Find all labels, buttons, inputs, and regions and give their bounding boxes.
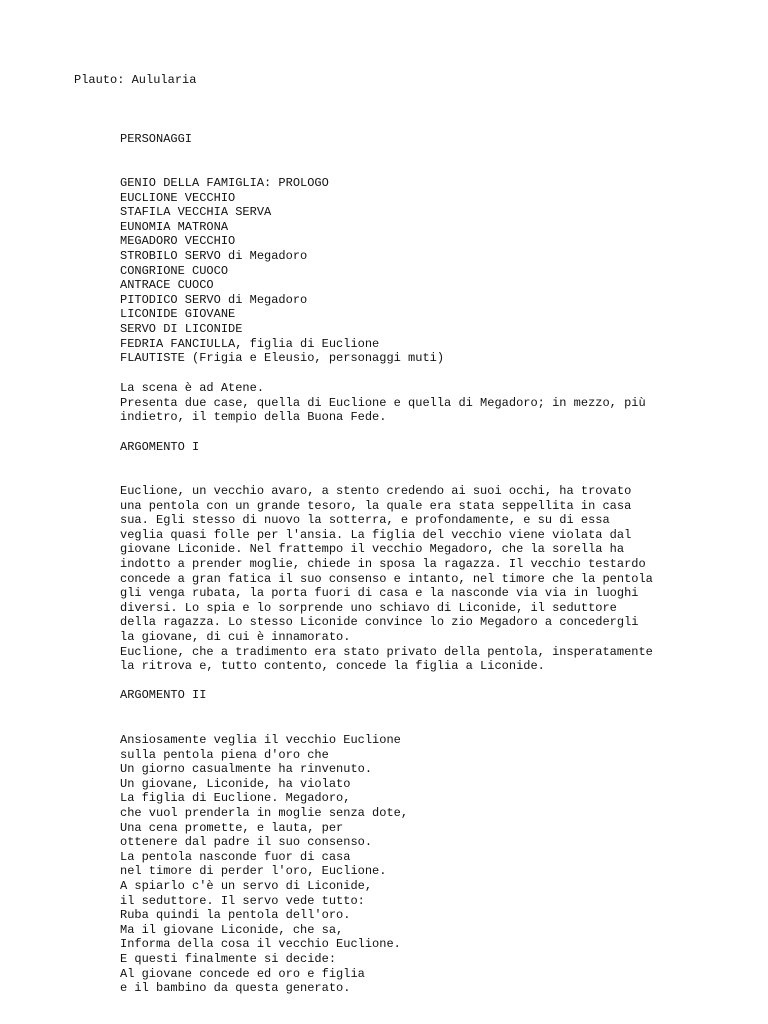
verse-line: A spiarlo c'è un servo di Liconide, bbox=[120, 879, 373, 893]
character-line: EUNOMIA MATRONA bbox=[120, 219, 229, 234]
character-line: PITODICO SERVO di Megadoro bbox=[120, 292, 308, 307]
character-line: SERVO DI LICONIDE bbox=[120, 322, 243, 336]
character-line: CONGRIONE CUOCO bbox=[120, 263, 229, 278]
character-line: GENIO DELLA FAMIGLIA: PROLOGO bbox=[120, 176, 329, 190]
argomento-1-line: la ritrova e, tutto contento, concede la figlia a Liconide. bbox=[120, 659, 545, 674]
verse-line: La figlia di Euclione. Megadoro, bbox=[120, 791, 351, 806]
verse-line: nel timore di perder l'oro, Euclione. bbox=[120, 864, 387, 879]
argomento-1-line: concede a gran fatica il suo consenso e intanto, nel timore che la pentola bbox=[120, 571, 653, 586]
character-line: FEDRIA FANCIULLA, figlia di Euclione bbox=[120, 336, 380, 351]
argomento-1-line: della ragazza. Lo stesso Liconide convince lo zio Megadoro a concedergli bbox=[120, 615, 639, 630]
verse-line: La pentola nasconde fuor di casa bbox=[120, 849, 351, 864]
argomento-2-heading: ARGOMENTO II bbox=[120, 688, 207, 702]
scene-line: indietro, il tempio della Buona Fede. bbox=[120, 410, 387, 425]
argomento-1-line: sua. Egli stesso di nuovo la sotterra, e profondamente, e su di essa bbox=[120, 513, 610, 528]
personaggi-heading: PERSONAGGI bbox=[120, 132, 193, 146]
character-line: LICONIDE GIOVANE bbox=[120, 307, 236, 322]
verse-line: che vuol prenderla in moglie senza dote, bbox=[120, 806, 409, 820]
verse-line: il seduttore. Il servo vede tutto: bbox=[120, 893, 365, 908]
verse-line: Informa della cosa il vecchio Euclione. bbox=[120, 937, 401, 952]
verse-line: Ma il giovane Liconide, che sa, bbox=[120, 922, 344, 937]
verse-line: ottenere dal padre il suo consenso. bbox=[120, 835, 373, 850]
verse-line: Al giovane concede ed oro e figlia bbox=[120, 966, 365, 981]
verse-line: Una cena promette, e lauta, per bbox=[120, 820, 344, 835]
argomento-1-line: una pentola con un grande tesoro, la quale era stata seppellita in casa bbox=[120, 498, 632, 513]
character-line: MEGADORO VECCHIO bbox=[120, 234, 236, 249]
verse-line: Un giovane, Liconide, ha violato bbox=[120, 776, 351, 791]
scene-line: Presenta due case, quella di Euclione e quella di Megadoro; in mezzo, più bbox=[120, 395, 646, 410]
argomento-1-line: Euclione, che a tradimento era stato privato della pentola, insperatamente bbox=[120, 644, 653, 659]
argomento-1-line: diversi. Lo spia e lo sorprende uno schiavo di Liconide, il seduttore bbox=[120, 600, 617, 615]
verse-line: sulla pentola piena d'oro che bbox=[120, 747, 329, 762]
argomento-1-line: Euclione, un vecchio avaro, a stento credendo ai suoi occhi, ha trovato bbox=[120, 484, 632, 498]
document-title: Plauto: Aulularia bbox=[74, 73, 197, 87]
verse-line: Un giorno casualmente ha rinvenuto. bbox=[120, 762, 373, 777]
argomento-1-heading: ARGOMENTO I bbox=[120, 440, 200, 454]
argomento-1-line: veglia quasi folle per l'ansia. La figlia del vecchio viene violata dal bbox=[120, 527, 632, 542]
character-line: FLAUTISTE (Frigia e Eleusio, personaggi muti) bbox=[120, 351, 445, 366]
argomento-1-line: la giovane, di cui è innamorato. bbox=[120, 630, 351, 644]
verse-line: E questi finalmente si decide: bbox=[120, 952, 337, 966]
character-line: STAFILA VECCHIA SERVA bbox=[120, 205, 272, 220]
verse-line: e il bambino da questa generato. bbox=[120, 981, 351, 996]
scene-line: La scena è ad Atene. bbox=[120, 381, 265, 395]
character-line: STROBILO SERVO di Megadoro bbox=[120, 249, 308, 263]
argomento-1-line: gli venga rubata, la porta fuori di casa e la nasconde via via in luoghi bbox=[120, 586, 639, 601]
argomento-1-line: giovane Liconide. Nel frattempo il vecchio Megadoro, che la sorella ha bbox=[120, 542, 625, 557]
character-line: EUCLIONE VECCHIO bbox=[120, 190, 236, 205]
verse-line: Ruba quindi la pentola dell'oro. bbox=[120, 908, 351, 923]
argomento-1-line: indotto a prender moglie, chiede in sposa la ragazza. Il vecchio testardo bbox=[120, 557, 646, 571]
character-line: ANTRACE CUOCO bbox=[120, 278, 214, 293]
verse-line: Ansiosamente veglia il vecchio Euclione bbox=[120, 733, 401, 747]
